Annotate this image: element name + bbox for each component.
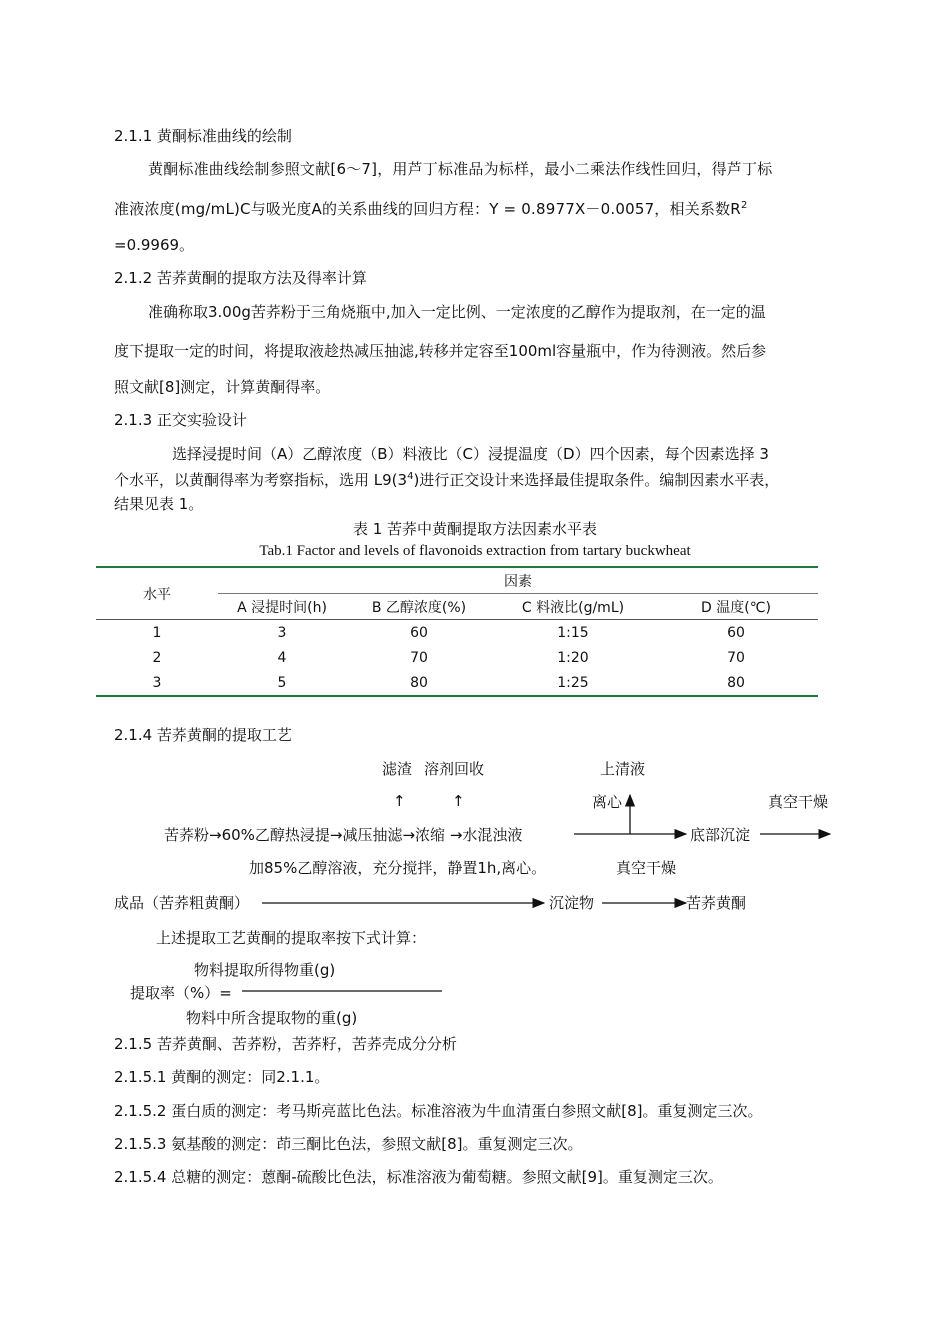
paragraph-line: 度下提取一定的时间，将提取液趁热减压抽滤,转移并定容至100ml容量瓶中，作为待测液。然后参 <box>114 342 767 360</box>
superscript: 4 <box>407 471 414 482</box>
arrow-up-icon: ↑ <box>393 792 406 810</box>
table-cell: 3 <box>152 674 162 691</box>
table-cell: 3 <box>277 624 287 641</box>
flow-flavonoids: 苦荞黄酮 <box>686 894 747 912</box>
superscript: 2 <box>740 200 748 211</box>
column-header: C 料液比(g/mL) <box>492 594 654 620</box>
table-caption-en: Tab.1 Factor and levels of flavonoids extraction from tartary buckwheat <box>259 543 691 559</box>
column-header: A 浸提时间(h) <box>218 594 346 620</box>
flow-supernatant: 上清液 <box>600 760 646 778</box>
table-cell: 5 <box>277 674 287 691</box>
formula-intro: 上述提取工艺黄酮的提取率按下式计算： <box>156 929 427 947</box>
formula-numerator: 物料提取所得物重(g) <box>194 961 336 979</box>
paragraph-line: 黄酮标准曲线绘制参照文献[6～7]，用芦丁标准品为标样，最小二乘法作线性回归，得芦丁标 <box>148 160 773 178</box>
paragraph-text: )进行正交设计来选择最佳提取条件。编制因素水平表， <box>413 471 780 489</box>
flow-bottom-sediment: 底部沉淀 <box>690 826 751 844</box>
list-item: 2.1.5.3 氨基酸的测定：茚三酮比色法，参照文献[8]。重复测定三次。 <box>114 1135 583 1153</box>
flow-residue: 滤渣 <box>382 760 413 778</box>
table-cell: 70 <box>410 649 428 666</box>
column-header: B 乙醇浓度(%) <box>346 594 492 620</box>
column-header: D 温度(℃) <box>654 594 818 620</box>
factor-header: 因素 <box>504 573 532 590</box>
section-heading-2-1-4: 2.1.4 苦荞黄酮的提取工艺 <box>114 726 292 744</box>
list-item: 2.1.5.4 总糖的测定：蒽酮-硫酸比色法，标准溶液为葡萄糖。参照文献[9]。重复测定三次。 <box>114 1168 723 1186</box>
table-cell: 1:15 <box>557 624 589 641</box>
flow-centrifuge: 离心 <box>592 793 623 811</box>
formula-lhs: 提取率（%）= <box>130 984 232 1002</box>
flow-product: 成品（苦荞粗黄酮） <box>114 894 250 912</box>
table-cell: 1:20 <box>557 649 589 666</box>
flow-vacuum-dry: 真空干燥 <box>616 859 677 877</box>
table-cell: 4 <box>277 649 287 666</box>
table-cell: 2 <box>152 649 162 666</box>
section-heading-2-1-5: 2.1.5 苦荞黄酮、苦荞粉，苦荞籽，苦荞壳成分分析 <box>114 1035 457 1053</box>
table-cell: 60 <box>727 624 745 641</box>
paragraph-line: 选择浸提时间（A）乙醇浓度（B）料液比（C）浸提温度（D）四个因素，每个因素选择 3 <box>172 445 769 463</box>
table-cell: 1:25 <box>557 674 589 691</box>
table-cell: 1 <box>152 624 162 641</box>
paragraph-text: 准液浓度(mg/mL)C与吸光度A的关系曲线的回归方程：Y = 0.8977X－0.0057，相关系数R <box>114 200 741 218</box>
level-header: 水平 <box>96 567 218 620</box>
flow-precipitate: 沉淀物 <box>549 894 595 912</box>
paragraph-line: 准确称取3.00g苦荞粉于三角烧瓶中,加入一定比例、一定浓度的乙醇作为提取剂，在一定的温 <box>148 303 766 321</box>
section-heading-2-1-3: 2.1.3 正交实验设计 <box>114 411 247 429</box>
formula-denominator: 物料中所含提取物的重(g) <box>186 1009 358 1027</box>
table-caption-cn: 表 1 苦荞中黄酮提取方法因素水平表 <box>352 520 598 538</box>
section-heading-2-1-2: 2.1.2 苦荞黄酮的提取方法及得率计算 <box>114 269 367 287</box>
paragraph-text: 个水平，以黄酮得率为考察指标，选用 L9(3 <box>114 471 408 489</box>
flow-vacuum-dry: 真空干燥 <box>768 793 829 811</box>
table-cell: 70 <box>727 649 745 666</box>
table-cell: 60 <box>410 624 428 641</box>
flow-solvent-recovery: 溶剂回收 <box>424 760 485 778</box>
table-cell: 80 <box>410 674 428 691</box>
flow-add-step: 加85%乙醇溶液，充分搅拌，静置1h,离心。 <box>249 859 547 877</box>
paragraph-line: 结果见表 1。 <box>114 495 204 513</box>
paragraph-line: =0.9969。 <box>114 236 195 254</box>
flow-main-chain: 苦荞粉→60%乙醇热浸提→减压抽滤→浓缩 →水混浊液 <box>164 826 523 844</box>
arrow-up-icon: ↑ <box>452 792 465 810</box>
table-cell: 80 <box>727 674 745 691</box>
list-item: 2.1.5.1 黄酮的测定：同2.1.1。 <box>114 1068 330 1086</box>
section-heading-2-1-1: 2.1.1 黄酮标准曲线的绘制 <box>114 127 292 145</box>
list-item: 2.1.5.2 蛋白质的测定：考马斯亮蓝比色法。标准溶液为牛血清蛋白参照文献[8]。重复测定三次。 <box>114 1102 763 1120</box>
paragraph-line: 照文献[8]测定，计算黄酮得率。 <box>114 378 331 396</box>
